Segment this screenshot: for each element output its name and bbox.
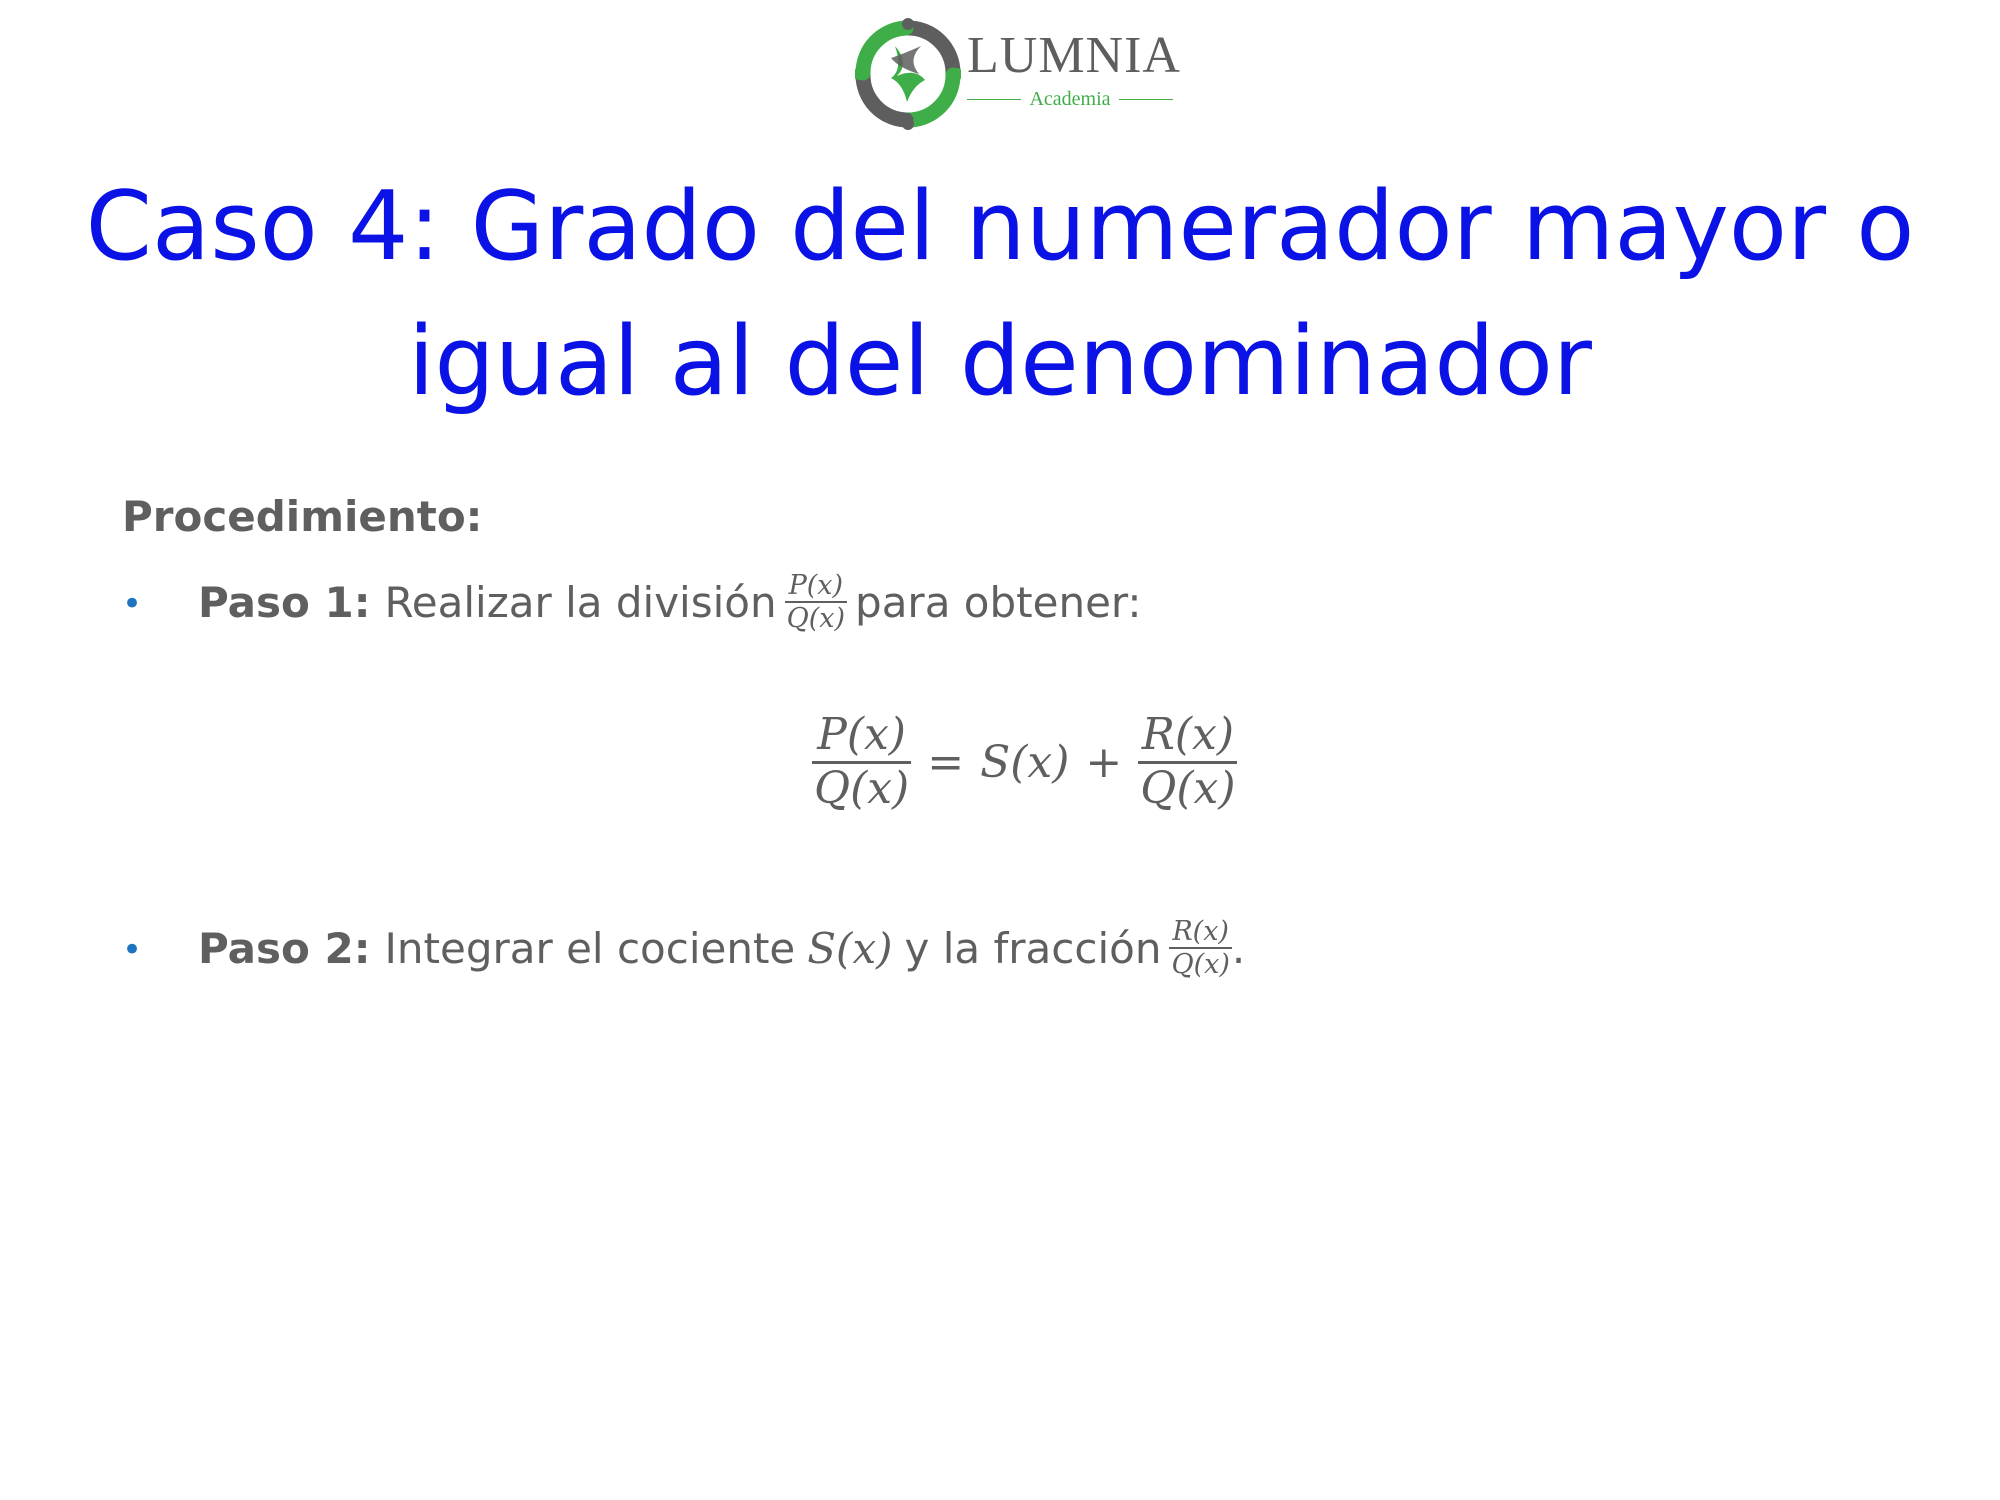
step2-bullet: • <box>122 930 143 970</box>
step2-text-before: Integrar el cociente <box>384 923 796 973</box>
step2-text-mid: y la fracción <box>904 923 1162 973</box>
step1-frac-numerator: P(x) <box>788 570 844 601</box>
step2-label: Paso 2: <box>198 923 371 973</box>
lumnia-logo <box>855 18 1181 130</box>
equation-equals: = <box>927 736 965 788</box>
step1-text-after: para obtener: <box>855 577 1142 627</box>
step1-bullet: • <box>122 584 143 624</box>
logo-name: LUMNIA <box>967 27 1181 84</box>
step2-text-after: . <box>1231 923 1246 973</box>
equation-lhs-denominator: Q(x) <box>814 762 910 814</box>
slide-title: Caso 4: Grado del numerador mayor o igual al del denominador <box>85 172 1915 417</box>
step2-fraction <box>1169 916 1231 980</box>
logo-subtitle <box>967 88 1173 111</box>
step2-frac-numerator: R(x) <box>1172 916 1229 947</box>
step1-text-before: Realizar la división <box>384 577 777 627</box>
logo-subtitle-text: Academia <box>1029 88 1111 110</box>
step2-quotient: S(x) <box>807 923 893 973</box>
equation-rhs-denominator: Q(x) <box>1140 762 1236 814</box>
step2-frac-denominator: Q(x) <box>1171 949 1230 981</box>
step1-line <box>198 570 1142 634</box>
lumnia-emblem-icon <box>855 18 961 130</box>
equation-lhs-numerator: P(x) <box>817 709 906 760</box>
equation-plus: + <box>1085 736 1123 788</box>
procedure-heading: Procedimiento: <box>122 492 483 541</box>
equation-lhs-fraction <box>812 710 911 814</box>
step1-fraction <box>785 570 847 634</box>
equation-rhs-fraction <box>1138 710 1237 814</box>
logo-rule-left <box>967 99 1021 100</box>
division-equation <box>812 710 1237 814</box>
equation-rhs-numerator: R(x) <box>1141 709 1235 760</box>
step2-line <box>198 916 1245 980</box>
step1-frac-denominator: Q(x) <box>786 603 846 635</box>
step1-label: Paso 1: <box>198 577 371 627</box>
equation-quotient: S(x) <box>980 736 1070 788</box>
logo-rule-right <box>1119 99 1173 100</box>
